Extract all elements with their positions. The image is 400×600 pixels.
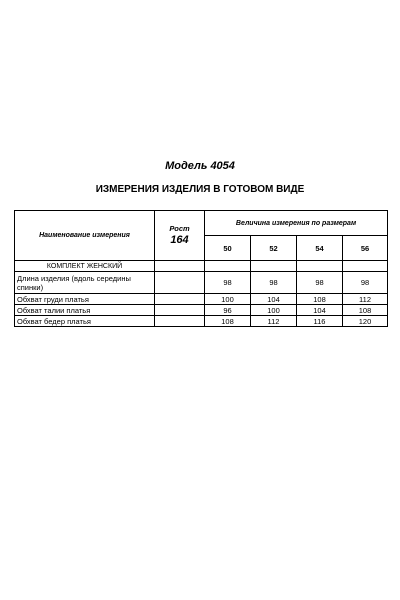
row-value: 108 bbox=[343, 305, 388, 316]
row-growth-empty bbox=[155, 316, 205, 327]
row-value: 100 bbox=[251, 305, 297, 316]
table-row bbox=[15, 294, 388, 305]
table-row bbox=[15, 272, 388, 294]
header-growth-value: 164 bbox=[170, 234, 189, 246]
row-label: Обхват груди платья bbox=[15, 294, 155, 305]
row-value: 120 bbox=[343, 316, 388, 327]
model-title: Модель 4054 bbox=[165, 160, 235, 172]
size-52: 52 bbox=[251, 236, 297, 261]
table-row bbox=[15, 316, 388, 327]
header-row bbox=[15, 211, 388, 236]
header-growth-label: Рост bbox=[169, 224, 190, 233]
table-row bbox=[15, 305, 388, 316]
measurements-table bbox=[14, 210, 388, 327]
row-value: 98 bbox=[251, 272, 297, 294]
section-empty-54 bbox=[297, 261, 343, 272]
row-label: Обхват талии платья bbox=[15, 305, 155, 316]
row-value: 96 bbox=[205, 305, 251, 316]
section-label: КОМПЛЕКТ ЖЕНСКИЙ bbox=[15, 261, 155, 272]
row-value: 104 bbox=[251, 294, 297, 305]
row-value: 108 bbox=[205, 316, 251, 327]
row-value: 98 bbox=[205, 272, 251, 294]
section-empty-50 bbox=[205, 261, 251, 272]
row-value: 98 bbox=[297, 272, 343, 294]
section-row bbox=[15, 261, 388, 272]
row-value: 112 bbox=[343, 294, 388, 305]
row-value: 104 bbox=[297, 305, 343, 316]
size-50: 50 bbox=[205, 236, 251, 261]
row-value: 112 bbox=[251, 316, 297, 327]
document-title: ИЗМЕРЕНИЯ ИЗДЕЛИЯ В ГОТОВОМ ВИДЕ bbox=[95, 184, 305, 195]
header-measurement-name: Наименование измерения bbox=[15, 211, 155, 261]
header-growth bbox=[155, 211, 205, 261]
section-empty-56 bbox=[343, 261, 388, 272]
size-54: 54 bbox=[297, 236, 343, 261]
row-label: Длина изделия (вдоль середины спинки) bbox=[15, 272, 155, 294]
section-empty-growth bbox=[155, 261, 205, 272]
size-56: 56 bbox=[343, 236, 388, 261]
row-growth-empty bbox=[155, 305, 205, 316]
row-value: 108 bbox=[297, 294, 343, 305]
row-value: 98 bbox=[343, 272, 388, 294]
section-empty-52 bbox=[251, 261, 297, 272]
header-sizes-group: Величина измерения по размерам bbox=[205, 211, 388, 236]
row-value: 100 bbox=[205, 294, 251, 305]
row-label: Обхват бедер платья bbox=[15, 316, 155, 327]
row-growth-empty bbox=[155, 272, 205, 294]
row-value: 116 bbox=[297, 316, 343, 327]
row-growth-empty bbox=[155, 294, 205, 305]
